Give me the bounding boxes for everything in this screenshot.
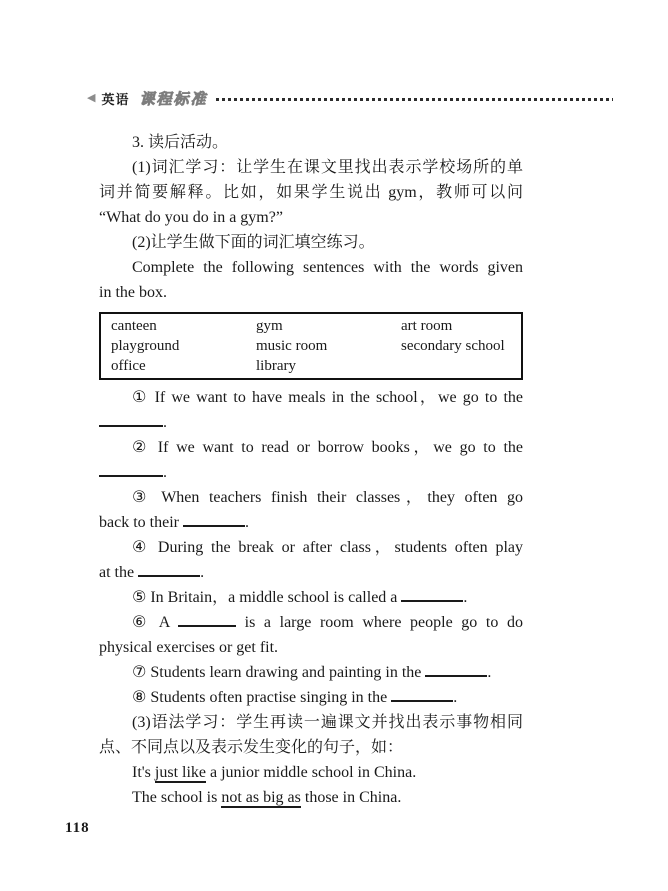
- fill-in-blank: [425, 674, 487, 677]
- sentence-4-line-2: [99, 560, 523, 585]
- sentence-text: The school is: [132, 789, 222, 806]
- sentence-text: is a large room where people go to do: [236, 614, 523, 631]
- grammar-study-line-1: (3)语法学习：学生再读一遍课文并找出表示事物相同: [132, 714, 523, 731]
- subject-label: 英语: [101, 91, 130, 107]
- sentence-text: ⑤ In Britain，a middle school is called a: [132, 589, 402, 606]
- sentence-1-line-1: ① If we want to have meals in the school，we go to the: [132, 389, 523, 406]
- sentence-1-line-2: [99, 410, 523, 435]
- underlined-phrase: just like: [154, 764, 206, 781]
- sentence-text: those in China.: [300, 789, 402, 806]
- vocab-study-line-1: (1)词汇学习：让学生在课文里找出表示学校场所的单: [132, 159, 523, 176]
- sentence-4-line-1: ④ During the break or after class，students often play: [132, 539, 523, 556]
- fill-in-blank: [178, 624, 236, 627]
- word-box-cell: secondary school: [401, 338, 505, 354]
- fill-in-blank: [401, 599, 463, 602]
- page-header: [87, 88, 613, 108]
- fill-in-intro: (2)让学生做下面的词汇填空练习。: [132, 234, 375, 251]
- example-sentence-1: [99, 760, 523, 785]
- series-title: 课程标准: [139, 91, 208, 108]
- word-box-cell: art room: [401, 318, 453, 334]
- sentence-text: ⑦ Students learn drawing and painting in the: [132, 664, 426, 681]
- left-triangle-icon: ◀: [87, 92, 96, 104]
- word-box-cell: [401, 356, 521, 376]
- sentence-text: a junior middle school in China.: [206, 764, 417, 781]
- vocab-study-line-3: “What do you do in a gym?”: [99, 209, 283, 226]
- word-box-cell: canteen: [111, 318, 157, 334]
- activity-heading: 3. 读后活动。: [132, 134, 229, 151]
- sentence-8: [99, 685, 523, 710]
- example-sentence-2: [99, 785, 523, 810]
- page-body: [99, 130, 523, 810]
- instruction-line-2: in the box.: [99, 284, 167, 301]
- dotted-rule: [216, 98, 614, 101]
- instruction-line-1: Complete the following sentences with the words given: [132, 259, 523, 276]
- sentence-6-line-2: physical exercises or get fit.: [99, 639, 279, 656]
- page-number: 118: [65, 820, 90, 836]
- sentence-5: [99, 585, 523, 610]
- underlined-phrase: not as big as: [221, 789, 301, 806]
- sentence-3-line-1: ③ When teachers finish their classes，they often go: [132, 489, 523, 506]
- sentence-text: ⑧ Students often practise singing in the: [132, 689, 392, 706]
- sentence-tail: .: [487, 664, 492, 681]
- sentence-tail: .: [200, 564, 205, 581]
- fill-in-blank: [138, 574, 200, 577]
- sentence-tail: .: [163, 414, 167, 431]
- fill-in-blank: [99, 474, 163, 477]
- sentence-text: ⑥ A: [132, 614, 178, 631]
- fill-in-blank: [391, 699, 453, 702]
- sentence-tail: .: [163, 464, 167, 481]
- sentence-2-line-2: [99, 460, 523, 485]
- word-bank-box: [99, 312, 523, 380]
- sentence-tail: .: [463, 589, 468, 606]
- fill-in-blank: [183, 524, 245, 527]
- sentence-2-line-1: ② If we want to read or borrow books，we go to the: [132, 439, 523, 456]
- grammar-study-line-2: 点、不同点以及表示发生变化的句子，如：: [99, 739, 404, 756]
- word-box-cell: library: [256, 358, 296, 374]
- word-box-cell: playground: [111, 338, 180, 354]
- word-box-cell: music room: [256, 338, 328, 354]
- sentence-text: at the: [99, 564, 139, 581]
- word-box-cell: office: [111, 358, 146, 374]
- sentence-text: back to their: [99, 514, 183, 531]
- sentence-7: [99, 660, 523, 685]
- sentence-3-line-2: [99, 510, 523, 535]
- vocab-study-line-2: 词并简要解释。比如，如果学生说出 gym，教师可以问: [99, 184, 523, 201]
- fill-in-blank: [99, 424, 163, 427]
- sentence-tail: .: [244, 514, 249, 531]
- sentence-tail: .: [453, 689, 458, 706]
- sentence-text: It's: [132, 764, 155, 781]
- word-box-cell: gym: [256, 318, 283, 334]
- sentence-6-line-1: [99, 610, 523, 635]
